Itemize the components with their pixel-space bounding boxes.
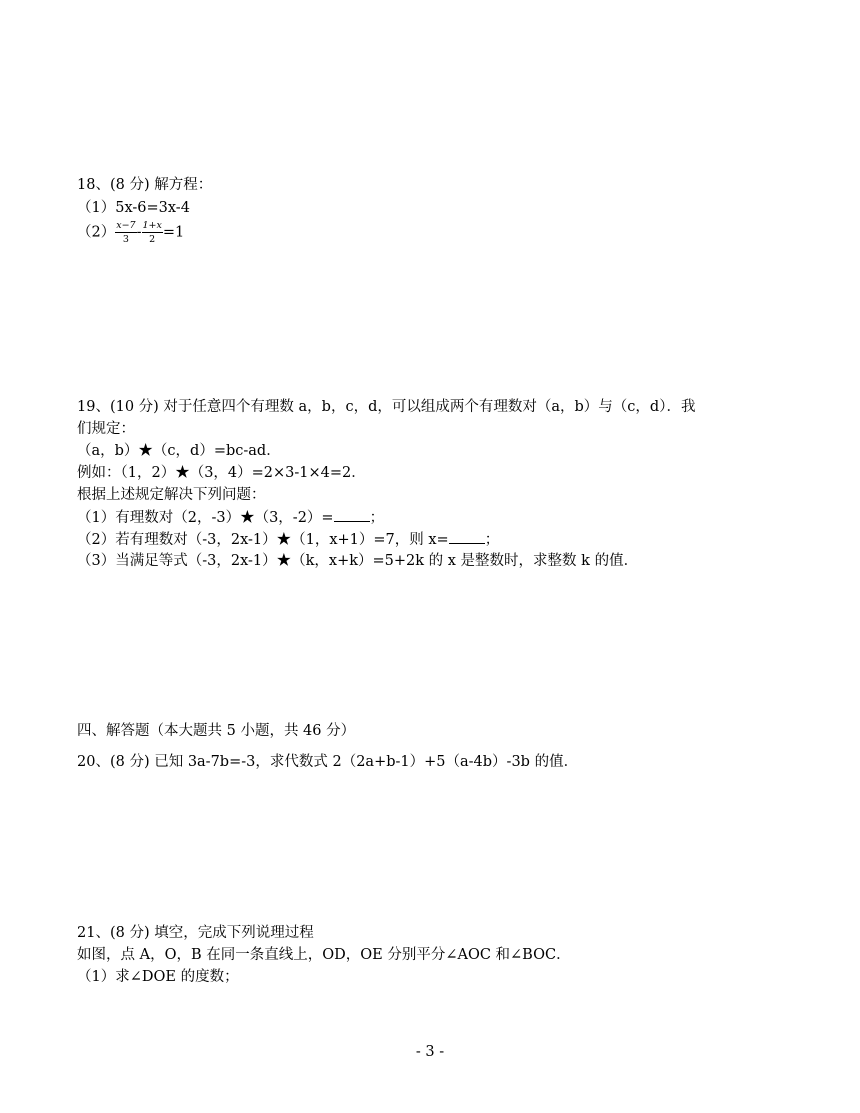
q19-part1-end: ； xyxy=(369,510,385,526)
q19-part1-blank xyxy=(334,507,370,522)
q21-line-1: 如图，点 A，O，B 在同一条直线上，OD，OE 分别平分∠AOC 和∠BOC． xyxy=(77,947,571,963)
q19-line-1: 19、(10 分) 对于任意四个有理数 a，b，c，d，可以组成两个有理数对（a，b）与（c，d）．我 xyxy=(77,399,696,415)
q18-fraction-1-numerator: x−7 xyxy=(116,220,136,231)
q19-part3: （3）当满足等式（-3，2x-1）★（k，x+k）=5+2k 的 x 是整数时，求整数 k 的值． xyxy=(77,553,639,569)
q18-part2 xyxy=(77,221,184,244)
q21-header: 21、(8 分) 填空，完成下列说理过程 xyxy=(77,925,314,941)
q18-fraction-1-denominator: 3 xyxy=(122,233,129,245)
q18-part2-prefix: （2） xyxy=(77,224,116,241)
q18-header: 18、(8 分) 解方程： xyxy=(77,177,213,193)
q19-example: 例如：（1，2）★（3，4）=2×3-1×4=2． xyxy=(77,465,366,481)
q19-line-2: 们规定： xyxy=(77,421,135,437)
q19-part2 xyxy=(77,529,499,550)
q18-part1: （1）5x-6=3x-4 xyxy=(77,200,190,216)
q18-minus-sign: - xyxy=(136,224,142,241)
q19-instruction: 根据上述规定解决下列问题： xyxy=(77,487,266,503)
q18-fraction-2-numerator: 1+x xyxy=(142,220,162,231)
q18-fraction-1 xyxy=(115,221,136,244)
q18-fraction-2-denominator: 2 xyxy=(149,233,156,245)
q19-part1 xyxy=(77,507,384,528)
q18-part2-suffix: =1 xyxy=(162,224,185,241)
section-4-title: 四、解答题（本大题共 5 小题，共 46 分） xyxy=(77,723,356,739)
q19-part2-end: ； xyxy=(484,532,500,548)
q18-fraction-2 xyxy=(142,221,163,244)
q19-definition: （a，b）★（c，d）=bc-ad． xyxy=(77,443,281,459)
q19-part2-blank xyxy=(449,529,485,544)
q21-part1: （1）求∠DOE 的度数； xyxy=(77,969,239,985)
q20-text: 20、(8 分) 已知 3a-7b=-3，求代数式 2（2a+b-1）+5（a-4b）-3b 的值． xyxy=(77,754,579,770)
q19-part2-text: （2）若有理数对（-3，2x-1）★（1，x+1）=7，则 x= xyxy=(77,532,449,548)
page-number: - 3 - xyxy=(415,1044,445,1060)
q19-part1-text: （1）有理数对（2，-3）★（3，-2）= xyxy=(77,510,334,526)
